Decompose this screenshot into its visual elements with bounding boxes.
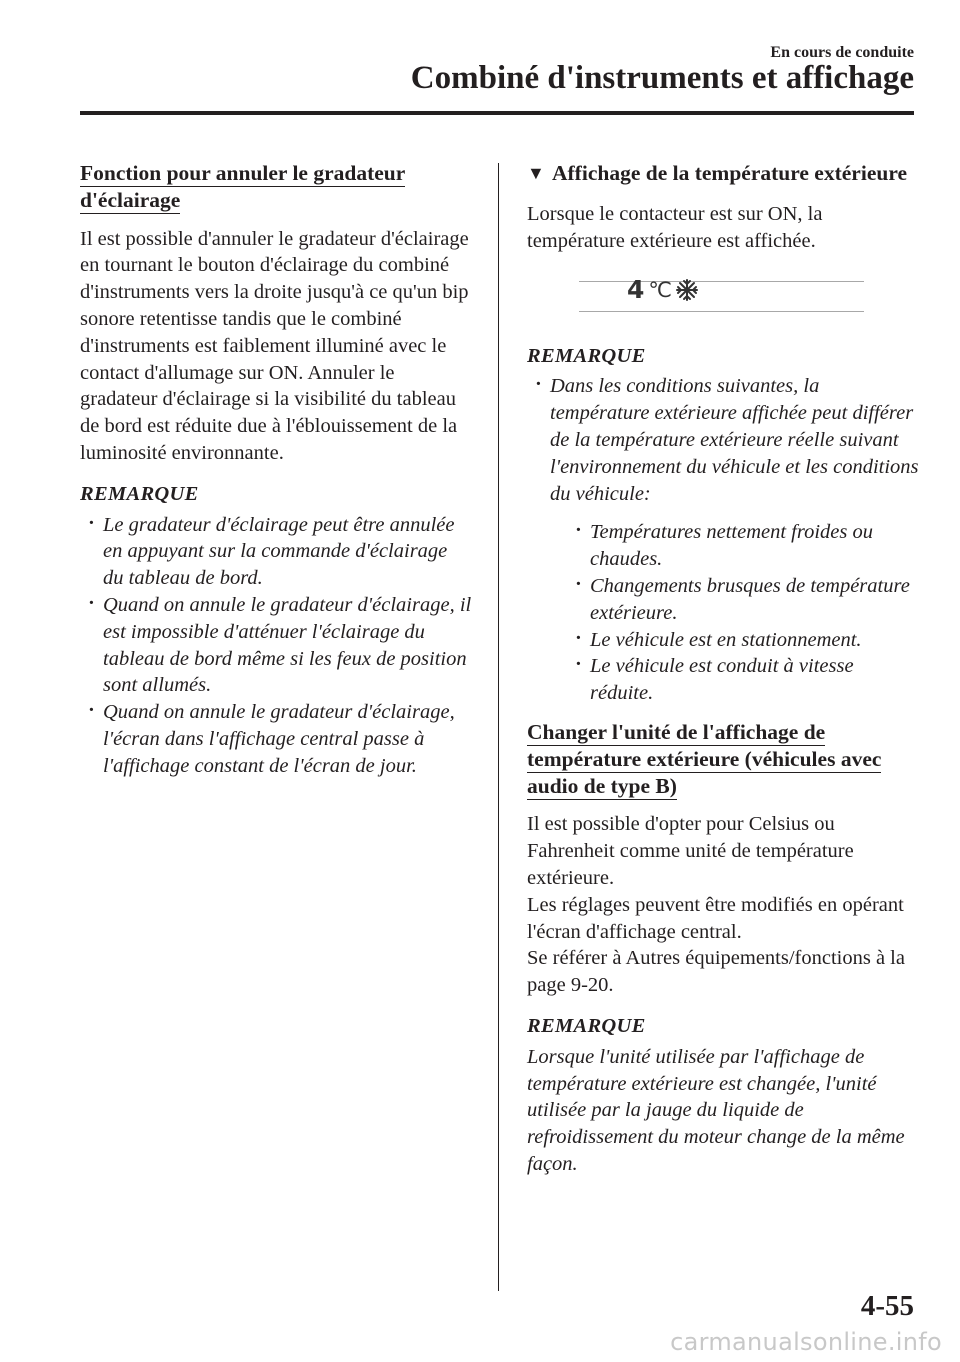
section-triangle-icon: ▼ xyxy=(527,163,545,183)
note-label: REMARQUE xyxy=(527,1014,646,1037)
condition-item: · Le véhicule est en stationnement. xyxy=(567,627,919,654)
left-column xyxy=(80,160,472,792)
condition-item: · Changements brusques de température extérieure. xyxy=(567,573,919,627)
note-item: · Quand on annule le gradateur d'éclairage, il est impossible d'atténuer l'éclairage du tableau de bord même si les feux de position sont allumés. xyxy=(80,592,472,699)
unit-change-heading xyxy=(527,719,919,799)
snowflake-icon xyxy=(676,279,698,301)
page-title: Combiné d'instruments et affichage xyxy=(410,60,914,96)
outside-temp-paragraph: Lorsque le contacteur est sur ON, la température extérieure est affichée. xyxy=(527,203,823,252)
note-item: · Le gradateur d'éclairage peut être annulée en appuyant sur la commande d'éclairage du tableau de bord. xyxy=(80,512,472,592)
condition-list xyxy=(567,519,919,707)
right-column xyxy=(527,160,919,1178)
heading-line-3: audio de type B) xyxy=(527,773,677,798)
outside-temp-heading-text: Affichage de la température extérieure xyxy=(552,161,908,185)
temperature-display-figure xyxy=(527,269,919,329)
paragraph-line: Il est possible d'opter pour Celsius ou Fahrenheit comme unité de température extérieure. xyxy=(527,813,854,889)
unit-change-paragraph xyxy=(527,811,919,999)
note-text: Lorsque l'unité utilisée par l'affichage de température extérieure est changée, l'unité utilisée par la jauge du liquide de refroidissement du moteur change de la même façon. xyxy=(527,1045,905,1175)
condition-item: · Le véhicule est conduit à vitesse réduite. xyxy=(567,653,919,707)
note-list xyxy=(527,373,919,707)
note-item xyxy=(527,373,919,707)
heading-line-2: d'éclairage xyxy=(80,187,181,212)
temperature-readout xyxy=(627,274,698,304)
note-item-text: Dans les conditions suivantes, la température extérieure affichée peut différer de la température extérieure réelle suivant l'environnement du véhicule et les conditions du véhicule: xyxy=(550,375,919,505)
page-number: 4-55 xyxy=(860,1290,914,1322)
section-title: En cours de conduite xyxy=(770,44,914,61)
heading-line-1: Fonction pour annuler le gradateur xyxy=(80,161,406,185)
note-item: · Quand on annule le gradateur d'éclairage, l'écran dans l'affichage central passe à l'affichage constant de l'écran de jour. xyxy=(80,699,472,779)
watermark: carmanualsonline.info xyxy=(670,1328,942,1356)
display-line-bottom xyxy=(579,311,864,312)
heading-line-2: température extérieure (véhicules avec xyxy=(527,746,882,771)
outside-temp-heading xyxy=(527,160,919,187)
note-label: REMARQUE xyxy=(80,482,199,505)
temperature-value: 4 xyxy=(627,274,645,304)
condition-item: · Températures nettement froides ou chaudes. xyxy=(567,519,919,573)
dimmer-cancel-heading xyxy=(80,160,472,214)
display-line-top xyxy=(579,281,864,282)
header-rule xyxy=(80,111,914,115)
note-label: REMARQUE xyxy=(527,344,646,367)
temperature-unit: ℃ xyxy=(648,277,672,302)
dimmer-cancel-paragraph: Il est possible d'annuler le gradateur d'éclairage en tournant le bouton d'éclairage du combiné d'instruments vers la droite jusqu'à ce qu'un bip sonore retentisse tandis que le combiné d'instruments est faiblement illuminé avec le contact d'allumage sur ON. Annuler le gradateur d'éclairage si la visibilité du tableau de bord est réduite due à l'éblouissement de la luminosité environnante. xyxy=(80,227,469,464)
note-list xyxy=(80,512,472,780)
column-divider xyxy=(498,163,499,1291)
paragraph-line: Se référer à Autres équipements/fonctions à la page 9-20. xyxy=(527,947,905,997)
heading-line-1: Changer l'unité de l'affichage de xyxy=(527,719,826,744)
paragraph-line: Les réglages peuvent être modifiés en opérant l'écran d'affichage central. xyxy=(527,893,904,943)
